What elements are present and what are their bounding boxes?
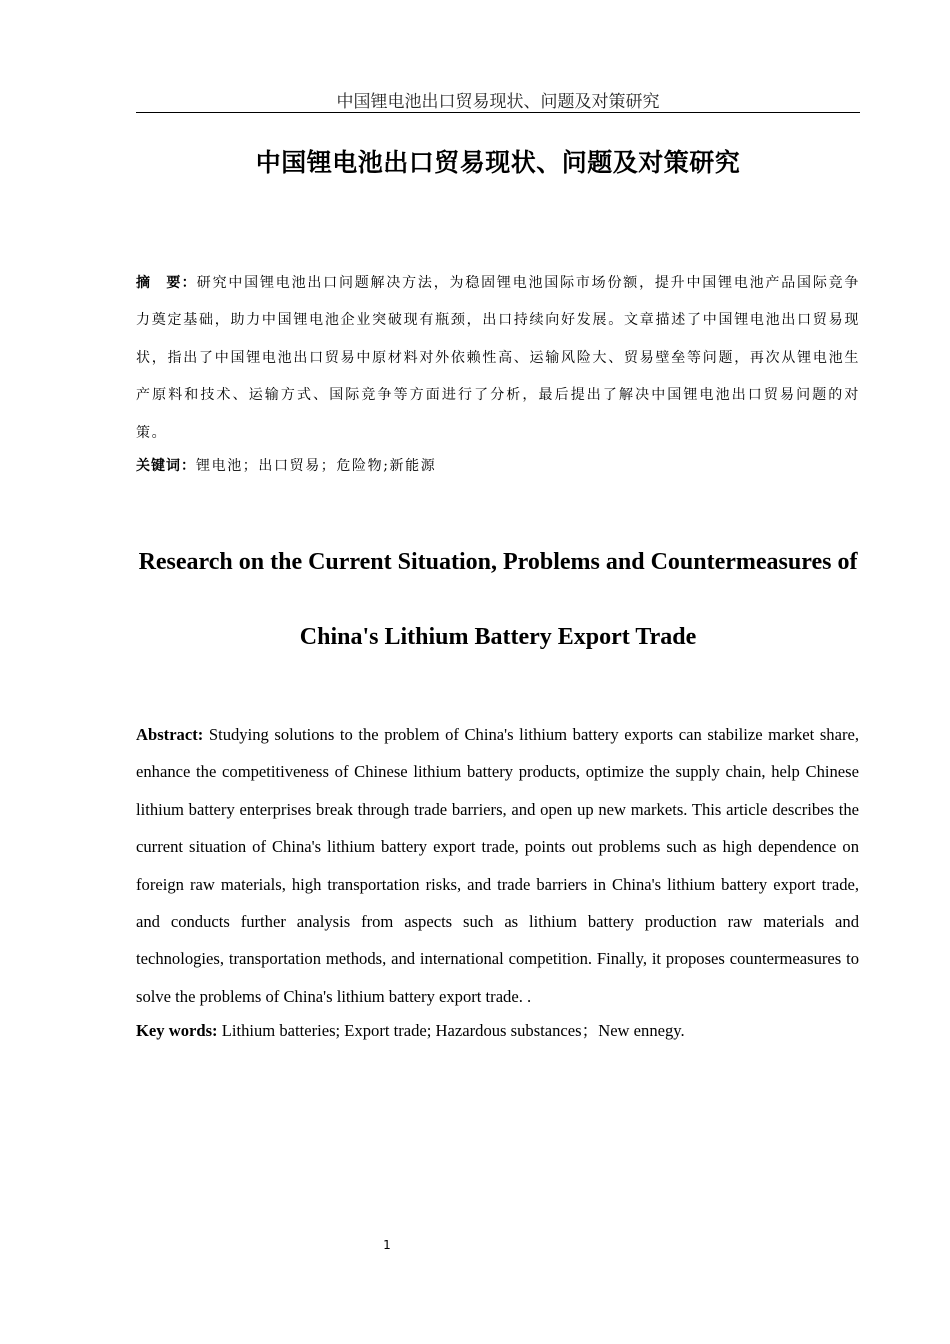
- english-abstract-label: Abstract:: [136, 725, 204, 744]
- english-keywords-label: Key words:: [136, 1021, 218, 1040]
- english-title-line-1: Research on the Current Situation, Problems and Countermeasures of: [138, 549, 858, 575]
- chinese-abstract-label: 摘 要：: [136, 275, 197, 291]
- english-keywords-text: Lithium batteries; Export trade; Hazardous substances；New ennegy.: [217, 1021, 685, 1040]
- page-number: 1: [383, 1238, 391, 1252]
- english-title: [136, 525, 860, 675]
- english-abstract-text: Studying solutions to the problem of China's lithium battery exports can stabilize market share, enhance the competitiveness of Chinese lithium battery products, optimize the supply chain, help Chinese lithium battery enterprises break through trade barriers, and open up new markets. This article describes the current situation of China's lithium battery export trade, points out problems such as high dependence on foreign raw materials, high transportation risks, and trade barriers in China's lithium battery export trade, and conducts further analysis from aspects such as lithium battery production raw materials and technologies, transportation methods, and international competition. Finally, it proposes countermeasures to solve the problems of China's lithium battery export trade. .: [136, 725, 859, 1006]
- chinese-keywords-label: 关键词：: [136, 458, 196, 474]
- chinese-abstract-text: 研究中国锂电池出口问题解决方法，为稳固锂电池国际市场份额，提升中国锂电池产品国际竞争力奠定基础，助力中国锂电池企业突破现有瓶颈，出口持续向好发展。文章描述了中国锂电池出口贸易现状，指出了中国锂电池出口贸易中原材料对外依赖性高、运输风险大、贸易壁垒等问题，再次从锂电池生产原料和技术、运输方式、国际竞争等方面进行了分析，最后提出了解决中国锂电池出口贸易问题的对策。: [136, 275, 861, 441]
- chinese-keywords-text: 锂电池；出口贸易；危险物;新能源: [196, 458, 437, 474]
- english-keywords: [136, 1017, 860, 1045]
- chinese-keywords: [136, 452, 860, 480]
- chinese-abstract: [136, 265, 860, 452]
- running-header: 中国锂电池出口贸易现状、问题及对策研究: [136, 90, 860, 113]
- english-abstract: [136, 716, 859, 1015]
- english-title-line-2: China's Lithium Battery Export Trade: [299, 624, 697, 650]
- chinese-title: 中国锂电池出口贸易现状、问题及对策研究: [255, 148, 741, 177]
